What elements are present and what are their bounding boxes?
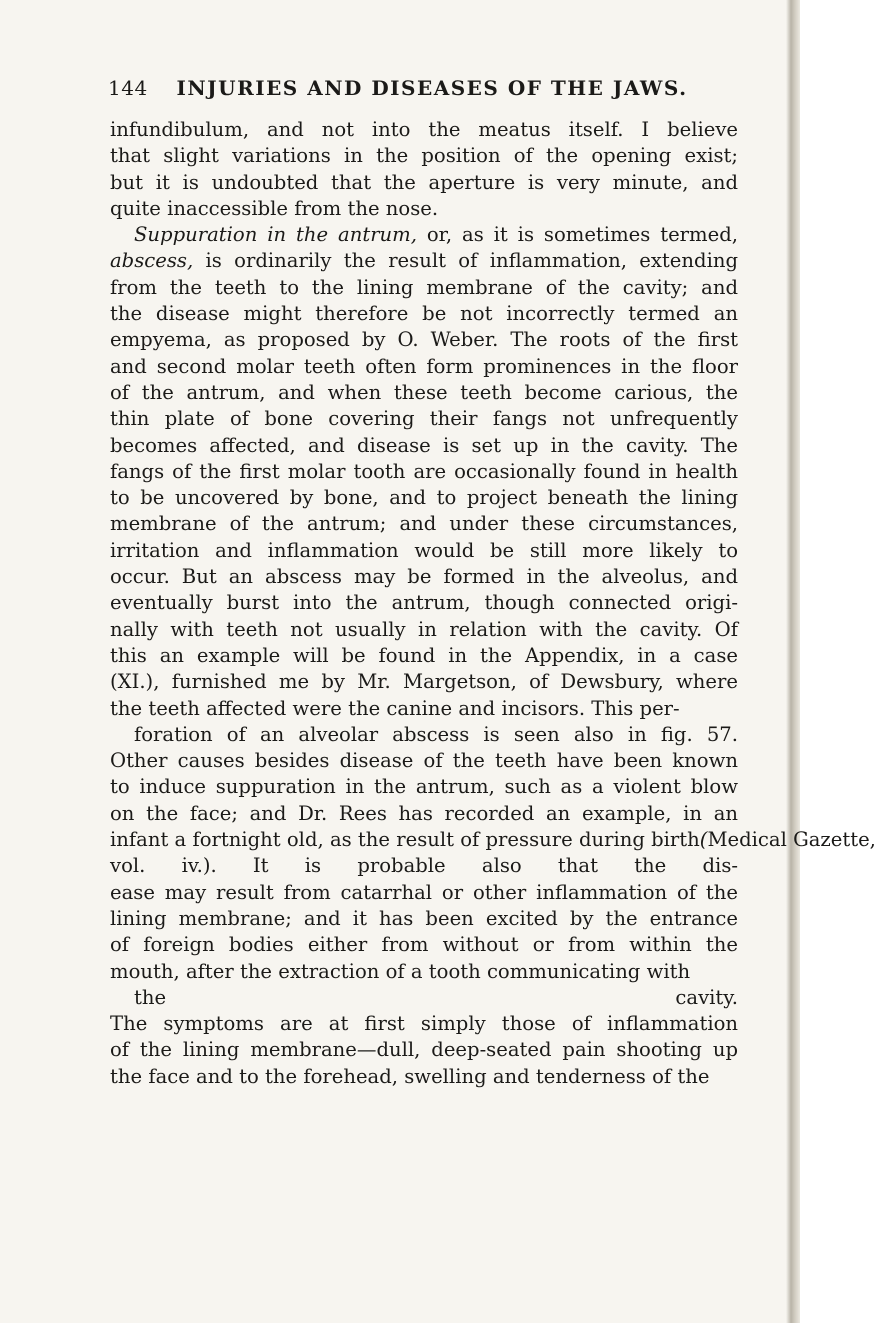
text-line	[110, 117, 738, 143]
text-line	[110, 906, 738, 932]
text-span: infundibulum, and not into the meatus itself. I believe	[110, 118, 738, 141]
italic-term-abscess: abscess,	[110, 249, 194, 273]
text-line	[110, 722, 738, 748]
text-line	[110, 959, 738, 985]
text-line	[110, 669, 738, 695]
text-span: membrane of the antrum; and under these circumstances,	[110, 512, 738, 536]
text-span: fangs of the first molar tooth are occasionally found in health	[110, 459, 738, 483]
text-line	[110, 222, 738, 248]
text-span: from the teeth to the lining membrane of the cavity; and	[110, 275, 738, 299]
text-span: the face and to the forehead, swelling and tenderness of the	[110, 1064, 710, 1088]
running-title: INJURIES AND DISEASES OF THE JAWS.	[176, 76, 688, 100]
italic-citation-medical-gazette: (	[699, 828, 708, 852]
text-line	[110, 801, 738, 827]
text-span: ease may result from catarrhal or other inflammation of the	[110, 880, 738, 904]
text-span: mouth, after the extraction of a tooth communicating with	[110, 959, 691, 983]
text-span: the teeth affected were the canine and incisors. This per-	[110, 696, 680, 720]
italic-term-suppuration: Suppuration in the antrum,	[134, 223, 417, 247]
text-span: thin plate of bone covering their fangs not unfrequently	[110, 407, 738, 431]
text-span: the cavity.	[134, 985, 738, 1009]
text-span: The symptoms are at first simply those of inflammation	[110, 1012, 738, 1036]
text-line	[110, 564, 738, 590]
text-line	[110, 327, 738, 353]
text-line	[110, 248, 738, 274]
text-line	[110, 1064, 738, 1090]
text-span: vol. iv.). It is probable also that the dis-	[110, 854, 738, 878]
text-span: lining membrane; and it has been excited by the entrance	[110, 906, 738, 930]
text-span: and second molar teeth often form prominences in the floor	[110, 354, 738, 378]
text-line	[110, 275, 738, 301]
text-span: infant a fortnight old, as the result of pressure during birth	[110, 828, 700, 852]
text-line	[110, 696, 738, 722]
text-span: Medical Gazette,	[707, 828, 876, 852]
text-line	[110, 196, 738, 222]
text-span: foration of an alveolar abscess is seen also in fig. 57.	[134, 722, 738, 746]
text-line	[110, 932, 738, 958]
text-line	[110, 538, 738, 564]
text-span: of foreign bodies either from without or from within the	[110, 933, 738, 957]
text-span: empyema, as proposed by O. Weber. The roots of the first	[110, 328, 738, 352]
text-line	[110, 406, 738, 432]
text-line	[110, 485, 738, 511]
text-line	[110, 459, 738, 485]
text-span: or, as it is sometimes termed,	[416, 223, 738, 247]
text-line	[110, 617, 738, 643]
text-span: the disease might therefore be not incorrectly termed an	[110, 302, 738, 326]
text-line	[110, 354, 738, 380]
text-span: is ordinarily the result of inflammation, extending	[193, 249, 738, 273]
text-span: to be uncovered by bone, and to project beneath the lining	[110, 486, 738, 510]
text-span: (XI.), furnished me by Mr. Margetson, of Dewsbury, where	[110, 670, 738, 694]
text-line	[110, 853, 738, 879]
text-line	[110, 170, 738, 196]
text-line	[110, 511, 738, 537]
text-span: nally with teeth not usually in relation with the cavity. Of	[110, 617, 738, 641]
book-fore-edge	[786, 0, 800, 1323]
text-span: of the antrum, and when these teeth become carious, the	[110, 380, 738, 404]
text-span: of the lining membrane—dull, deep-seated pain shooting up	[110, 1038, 738, 1062]
text-span: eventually burst into the antrum, though connected origi-	[110, 591, 738, 615]
page-number: 144	[108, 76, 148, 100]
text-span: this an example will be found in the Appendix, in a case	[110, 643, 738, 667]
text-line	[110, 643, 738, 669]
text-line	[110, 985, 738, 1011]
text-line	[110, 143, 738, 169]
text-line	[110, 880, 738, 906]
text-line	[110, 1037, 738, 1063]
text-span: that slight variations in the position of the opening exist;	[110, 144, 738, 168]
text-span: becomes affected, and disease is set up in the cavity. The	[110, 433, 738, 457]
text-line	[110, 748, 738, 774]
text-line	[110, 774, 738, 800]
text-span: Other causes besides disease of the teeth have been known	[110, 749, 738, 773]
text-span: quite inaccessible from the nose.	[110, 196, 439, 220]
text-line	[110, 380, 738, 406]
text-span: occur. But an abscess may be formed in the alveolus, and	[110, 565, 738, 589]
text-line	[110, 1011, 738, 1037]
text-span: on the face; and Dr. Rees has recorded an example, in an	[110, 801, 738, 825]
running-header	[108, 76, 728, 100]
text-line	[110, 590, 738, 616]
body-text	[110, 117, 876, 1090]
text-span: irritation and inflammation would be still more likely to	[110, 538, 738, 562]
text-line	[110, 827, 876, 853]
text-line	[110, 301, 738, 327]
text-span: but it is undoubted that the aperture is very minute, and	[110, 170, 738, 194]
text-span: to induce suppuration in the antrum, such as a violent blow	[110, 775, 738, 799]
text-line	[110, 433, 738, 459]
